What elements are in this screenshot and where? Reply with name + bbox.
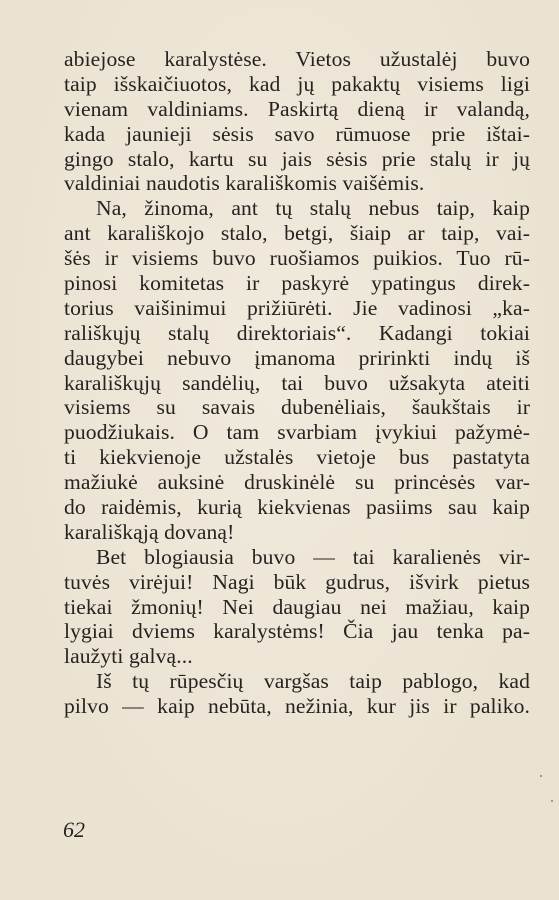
text-line: lygiai dviems karalystėms! Čia jau tenka pa- [64,619,530,644]
text-line: ant karališkojo stalo, betgi, šiaip ar taip, vai- [64,221,530,246]
text-line: Bet blogiausia buvo — tai karalienės vir- [96,544,530,569]
text-line: valdiniai naudotis karališkomis vaišėmis. [64,171,425,196]
text-line: rališkųjų stalų direktoriais“. Kadangi tokiai [64,320,530,345]
text-line: vienam valdiniams. Paskirtą dieną ir valandą, [64,96,530,121]
text-line: abiejose karalystėse. Vietos užustalėj buvo [64,47,530,71]
paper-speck [551,800,553,802]
body-text [64,47,530,719]
text-line: ti kiekvienoje užstalės vietoje bus pastatyta [64,445,530,470]
text-line: pinosi komitetas ir paskyrė ypatingus direk- [64,271,530,296]
paper-speck [540,775,542,777]
text-line: kada jaunieji sėsis savo rūmuose prie ištai- [64,121,530,146]
text-line: tiekai žmonių! Nei daugiau nei mažiau, kaip [64,594,530,619]
text-line: karališkųjų sandėlių, tai buvo užsakyta ateiti [64,370,530,395]
paragraph [64,545,530,669]
text-line: šės ir visiems buvo ruošiamos puikios. Tuo rū- [64,246,530,271]
paragraph [64,47,530,196]
text-line: karališkąją dovaną! [64,519,235,544]
paragraph [64,669,530,719]
text-line: torius vaišinimui prižiūrėti. Jie vadinosi „ka- [64,295,530,320]
page-number: 62 [63,817,85,842]
text-line: Iš tų rūpesčių vargšas taip pablogo, kad [96,669,530,694]
text-line: daugybei nebuvo įmanoma pririnkti indų iš [64,345,530,370]
text-line: do raidėmis, kurią kiekvienas pasiims sau kaip [64,495,530,520]
text-line: laužyti galvą... [64,644,193,669]
paragraph [64,196,530,544]
text-line: mažiukė auksinė druskinėlė su princėsės var- [64,470,530,495]
text-line: visiems su savais dubenėliais, šaukštais ir [64,395,530,420]
text-line: puodžiukais. O tam svarbiam įvykiui pažymė- [64,420,530,445]
text-line: taip išskaičiuotos, kad jų pakaktų visiems ligi [64,71,530,96]
text-line: pilvo — kaip nebūta, nežinia, kur jis ir paliko. [64,694,530,719]
text-line: tuvės virėjui! Nagi būk gudrus, išvirk pietus [64,569,530,594]
text-line: Na, žinoma, ant tų stalų nebus taip, kaip [96,196,530,221]
text-line: gingo stalo, kartu su jais sėsis prie stalų ir jų [64,146,530,171]
